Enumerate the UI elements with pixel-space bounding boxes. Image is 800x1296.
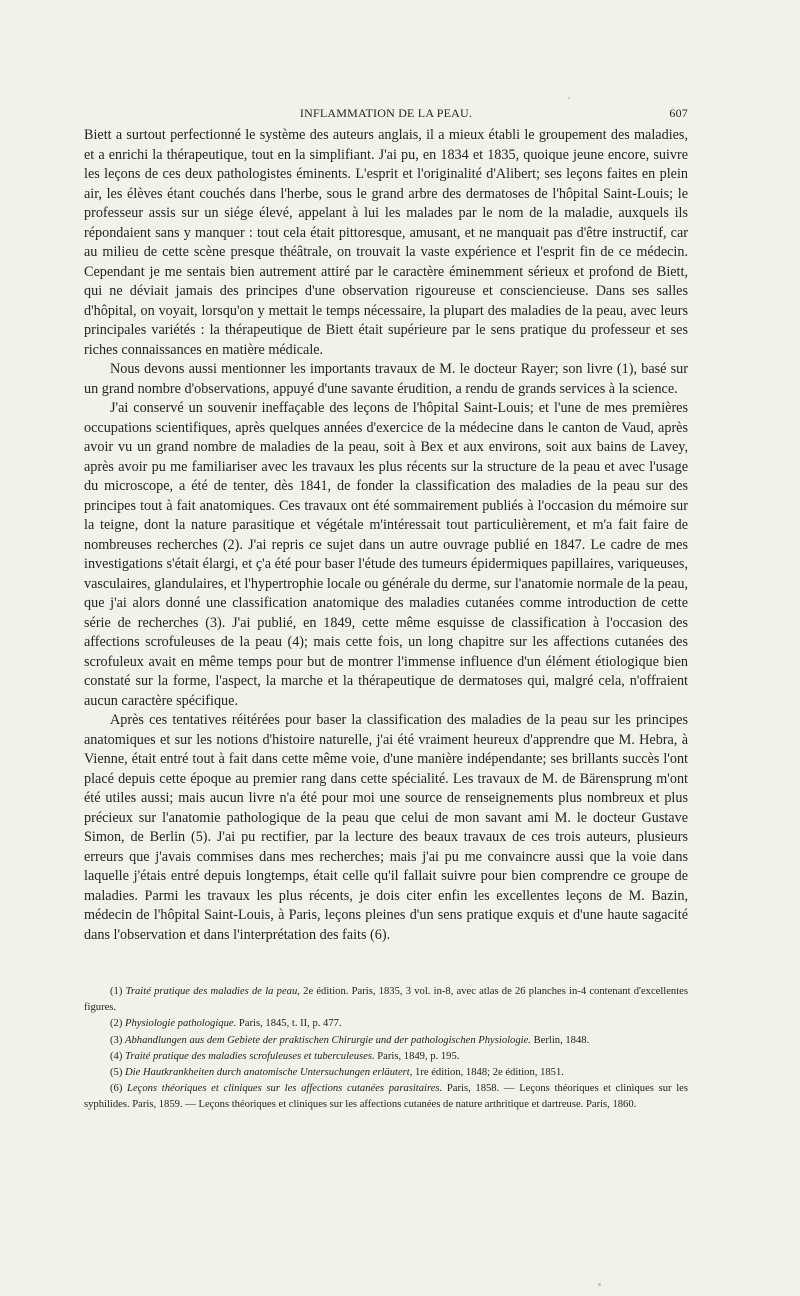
running-header (84, 106, 688, 122)
footnotes (84, 984, 688, 1114)
paragraph: Nous devons aussi mentionner les importants travaux de M. le docteur Rayer; son livre (1), basé sur un grand nombre d'observations, appuyé d'une savante érudition, a rendu de grands services à la science. (84, 361, 688, 397)
footnote-title: Physiologie pathologique. (125, 1018, 237, 1030)
paragraph: J'ai conservé un souvenir ineffaçable des leçons de l'hôpital Saint-Louis; et l'une de mes premières occupations scientifiques, après quelques années d'exercice de la médecine dans le canton de Vaud, après avoir vu un grand nombre de maladies de la peau, soit à Bex et aux environs, soit aux bains de Lavey, après avoir pu me familiariser avec les travaux les plus récents sur la structure de la peau et avec l'usage du microscope, a été de tenter, dès 1841, de fonder la classification des maladies de la peau sur des principes tout à fait anatomiques. Ces travaux ont été sommairement publiés à l'occasion du mémoire sur la teigne, dont la nature parasitique et végétale m'intéressait tout particulièrement, et m'a fait faire de nombreuses recherches (2). J'ai repris ce sujet dans un autre ouvrage publié en 1847. Le cadre de mes investigations s'était élargi, et ç'a été pour baser l'étude des tumeurs épidermiques papillaires, variqueuses, vasculaires, glandulaires, et l'hypertrophie locale ou générale du derme, sur l'anatomie normale de la peau, que j'ai alors donné une classification anatomique des maladies cutanées comme introduction de cette série de recherches (3). J'ai publié, en 1849, cette même esquisse de classification à l'occasion des affections scrofuleuses de la peau (4); mais cette fois, un long chapitre sur les affections cutanées des scrofuleux avait en même temps pour but de montrer l'immense influence d'un élément étiologique bien constaté sur la forme, l'aspect, la marche et la thérapeutique de dermatoses qui, malgré cela, n'offraient aucun caractère spécifique. (84, 400, 688, 709)
footnote (84, 1081, 688, 1113)
footnote (84, 1033, 688, 1049)
page-number: 607 (669, 106, 688, 120)
footnote-details: Paris, 1858. — Leçons théoriques et cliniques sur les syphilides. Paris, 1859. — Leçons théoriques et cliniques sur les affections cutanées de nature arthritique et dartreuse. Paris, 1860. (84, 1083, 688, 1111)
footnote (84, 984, 688, 1016)
paragraph: Biett a surtout perfectionné le système des auteurs anglais, il a mieux établi le groupement des maladies, et a enrichi la thérapeutique, tout en la simplifiant. J'ai pu, en 1834 et 1835, quoique jeune encore, suivre les leçons de ces deux pathologistes éminents. L'esprit et l'originalité d'Alibert; ses leçons faites en plein air, les élèves étant couchés dans l'herbe, sous le grand arbre des dermatoses de l'hôpital Saint-Louis; le professeur assis sur un siége élevé, appelant à lui les malades par le nom de la maladie, auxquels ils répondaient sans y manquer : tout cela était pittoresque, amusant, et ne manquait pas d'être instructif, car au milieu de cette scène presque théâtrale, on trouvait la vaste expérience et l'esprit fin de ce médecin. Cependant je me sentais bien autrement attiré par le caractère éminemment sérieux et profond de Biett, qui ne déviait jamais des principes d'une observation rigoureuse et consciencieuse. Dans ses salles d'hôpital, on voyait, lorsqu'on y mettait le temps nécessaire, la plupart des maladies de la peau, avec leurs principales variétés : la thérapeutique de Biett était supérieure par le sens pratique du professeur et ses riches connaissances en matière médicale. (84, 127, 688, 358)
footnote-number: (6) (110, 1083, 123, 1095)
footnote-details: 1re édition, 1848; 2e édition, 1851. (415, 1067, 564, 1079)
footnote-details: Paris, 1845, t. II, p. 477. (238, 1018, 342, 1030)
footnote-number: (5) (110, 1067, 123, 1079)
footnote-details: Paris, 1849, p. 195. (377, 1050, 460, 1062)
footnote-title: Traité pratique des maladies scrofuleuses et tuberculeuses. (125, 1050, 375, 1062)
footnote (84, 1065, 688, 1081)
footnote (84, 1049, 688, 1065)
footnote-title: Die Hautkrankheiten durch anatomische Untersuchungen erläutert, (125, 1067, 413, 1079)
footnote-details: 2e édition. Paris, 1835, 3 vol. in-8, avec atlas de 26 planches in-4 contenant d'excellentes figures. (84, 986, 688, 1014)
footnote-title: Traité pratique des maladies de la peau, (125, 986, 300, 997)
footnote-title: Leçons théoriques et cliniques sur les affections cutanées parasitaires. (127, 1083, 443, 1095)
footnote-number: (3) (110, 1034, 123, 1046)
footnote-number: (2) (110, 1018, 123, 1030)
paper-speck (568, 97, 570, 99)
footnote-number: (1) (110, 986, 123, 997)
footnote-number: (4) (110, 1050, 123, 1062)
footnote-title: Abhandlungen aus dem Gebiete der praktischen Chirurgie und der pathologischen Physiologie. (125, 1034, 531, 1046)
footnote (84, 1016, 688, 1032)
paragraph: Après ces tentatives réitérées pour baser la classification des maladies de la peau sur les principes anatomiques et sur les notions d'histoire naturelle, j'ai été vraiment heureux d'apprendre que M. Hebra, à Vienne, était entré tout à fait dans cette même voie, d'une manière indépendante; ses brillants succès l'ont placé depuis cette époque au premier rang dans cette spécialité. Les travaux de M. de Bärensprung m'ont été utiles aussi; mais aucun livre n'a été pour moi une source de renseignements plus nombreux et plus précieux sur l'anatomie pathologique de la peau que celui de mon savant ami M. le docteur Gustave Simon, de Berlin (5). J'ai pu rectifier, par la lecture des beaux travaux de ces trois auteurs, plusieurs erreurs que j'avais commises dans mes recherches; mais j'ai pu me convaincre aussi que la voie dans laquelle j'étais entré depuis longtemps, était celle qu'il fallait suivre pour bien comprendre ce groupe de maladies. Parmi les travaux les plus récents, je dois citer enfin les excellentes leçons de M. Bazin, médecin de l'hôpital Saint-Louis, à Paris, leçons pleines d'un sens pratique exquis et d'une haute sagacité dans l'observation et dans l'interprétation des faits (6). (84, 712, 688, 943)
running-title: INFLAMMATION DE LA PEAU. (299, 106, 473, 120)
main-text (84, 126, 688, 945)
footnote-details: Berlin, 1848. (533, 1034, 590, 1046)
paper-speck (598, 1283, 601, 1286)
